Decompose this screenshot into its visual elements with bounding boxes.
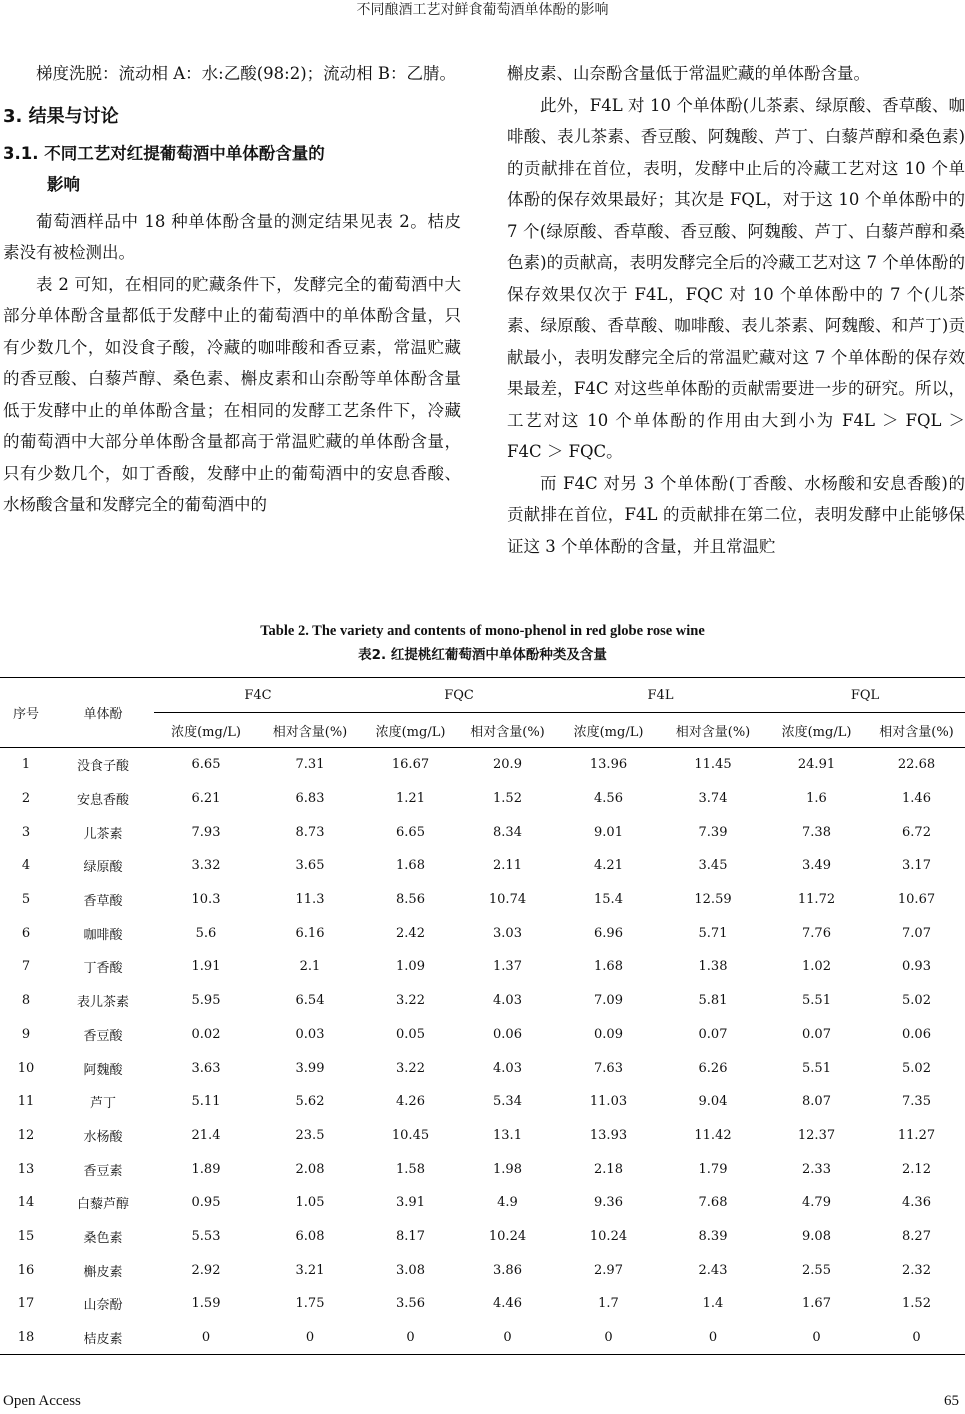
row-index-cell: 7 [21, 959, 31, 975]
row-value-cell: 0 [556, 1321, 661, 1355]
row-value-cell: 3.17 [902, 858, 931, 874]
row-value-cell: 11.72 [797, 892, 836, 908]
row-value-cell: 1.7 [598, 1296, 619, 1312]
row-value-cell: 6.65 [191, 757, 221, 773]
right-paragraph-1: 槲皮素、山奈酚含量低于常温贮藏的单体酚含量。 [507, 64, 870, 83]
row-value-cell: 1.67 [802, 1296, 831, 1312]
row-index-cell: 9 [21, 1026, 31, 1042]
row-value-cell: 5.81 [698, 993, 728, 1009]
table-row [0, 916, 965, 950]
row-value-cell: 0.03 [295, 1026, 325, 1042]
subheader-relative: 相对含量(%) [675, 724, 751, 740]
row-value-cell: 3.32 [191, 858, 221, 874]
table-row [0, 1287, 965, 1321]
header-group-f4c: F4C [154, 678, 362, 713]
subheader-relative: 相对含量(%) [272, 724, 348, 740]
row-value-cell: 7.76 [802, 925, 831, 941]
row-phenol-name-cell: 咖啡酸 [83, 927, 123, 943]
row-value-cell: 11.03 [589, 1094, 628, 1110]
row-value-cell: 8.34 [493, 824, 522, 840]
row-value-cell: 1.58 [396, 1161, 425, 1177]
row-value-cell: 2.1 [299, 959, 321, 975]
row-value-cell: 8.56 [396, 892, 425, 908]
row-value-cell: 1.79 [698, 1161, 728, 1177]
row-value-cell: 5.62 [295, 1094, 325, 1110]
row-value-cell: 1.6 [806, 791, 827, 807]
footer-open-access: Open Access [3, 1393, 81, 1409]
row-value-cell: 1.52 [493, 791, 522, 807]
table-header-row [0, 678, 965, 713]
row-value-cell: 3.99 [295, 1060, 325, 1076]
row-index-cell: 13 [17, 1161, 35, 1177]
row-phenol-name-cell: 白藜芦醇 [76, 1197, 129, 1213]
row-value-cell: 2.43 [698, 1262, 728, 1278]
row-value-cell: 1.68 [594, 959, 623, 975]
right-paragraph-2: 此外，F4L 对 10 个单体酚(儿茶素、绿原酸、香草酸、咖啡酸、表儿茶素、香豆酸、阿魏酸、芦丁、白藜芦醇和桑色素)的贡献排在首位，表明，发酵中止后的冷藏工艺对这 10 个单体酚的保存效果最好；其次是 FQL，对于这 10 个单体酚中的 7 个(绿原酸、香草酸、香豆酸、阿魏酸、芦丁、白藜芦醇和桑色素)的贡献高，表明发酵完全后的冷藏工艺对这 7 个单体酚的保存效果仅次于 F4L，FQC 对 10 个单体酚中的 7 个(儿茶素、绿原酸、香草酸、咖啡酸、表儿茶素、阿魏酸、和芦丁)贡献最小，表明发酵完全后的常温贮藏对这 7 个单体酚的保存效果最差，F4C 对这些单体酚的贡献需要进一步的研究。所以，工艺对这 10 个单体酚的作用由大到小为 F4L ＞ FQL ＞ F4C ＞ FQC。 [507, 95, 965, 461]
row-value-cell: 6.72 [902, 824, 931, 840]
row-value-cell: 6.96 [594, 925, 623, 941]
table-body [0, 748, 965, 1355]
row-value-cell: 3.56 [396, 1296, 425, 1312]
row-value-cell: 3.49 [802, 858, 831, 874]
row-value-cell: 3.21 [295, 1262, 325, 1278]
table-row [0, 984, 965, 1018]
row-value-cell: 1.38 [698, 959, 728, 975]
row-value-cell: 0 [362, 1321, 459, 1355]
row-phenol-name-cell: 桑色素 [83, 1230, 123, 1246]
row-value-cell: 24.91 [797, 757, 836, 773]
row-value-cell: 10.74 [488, 892, 527, 908]
row-value-cell: 5.34 [493, 1094, 522, 1110]
row-value-cell: 0 [154, 1321, 258, 1355]
row-phenol-name-cell: 香豆酸 [83, 1028, 123, 1044]
row-value-cell: 9.36 [594, 1195, 623, 1211]
row-value-cell: 3.91 [396, 1195, 425, 1211]
row-value-cell: 0 [868, 1321, 965, 1355]
right-paragraph-3: 而 F4C 对另 3 个单体酚(丁香酸、水杨酸和安息香酸)的贡献排在首位，F4L 的贡献排在第二位，表明发酵中止能够保证这 3 个单体酚的含量，并且常温贮 [507, 473, 965, 556]
row-index-cell: 2 [21, 791, 31, 807]
left-paragraph-3: 表 2 可知，在相同的贮藏条件下，发酵完全的葡萄酒中大部分单体酚含量都低于发酵中止的葡萄酒中的单体酚含量，只有少数几个，如没食子酸，冷藏的咖啡酸和香豆素，常温贮藏的香豆酸、白藜芦醇、桑色素、槲皮素和山奈酚等单体酚含量低于发酵中止的单体酚含量；在相同的发酵工艺条件下，冷藏的葡萄酒中大部分单体酚含量都高于常温贮藏的单体酚含量，只有少数几个，如丁香酸，发酵中止的葡萄酒中的安息香酸、水杨酸含量和发酵完全的葡萄酒中的 [3, 274, 461, 514]
row-phenol-name-cell: 儿茶素 [83, 826, 123, 842]
row-value-cell: 11.42 [694, 1127, 732, 1143]
row-value-cell: 7.68 [698, 1195, 728, 1211]
table-row [0, 1186, 965, 1220]
row-value-cell: 0.09 [594, 1026, 623, 1042]
table-row [0, 1220, 965, 1254]
row-value-cell: 10.24 [488, 1228, 527, 1244]
row-value-cell: 9.01 [594, 824, 623, 840]
subheader-concentration: 浓度(mg/L) [375, 724, 446, 740]
row-value-cell: 12.37 [797, 1127, 836, 1143]
row-value-cell: 4.03 [493, 1060, 522, 1076]
row-value-cell: 1.52 [902, 1296, 931, 1312]
subheader-concentration: 浓度(mg/L) [573, 724, 644, 740]
table-caption-english: Table 2. The variety and contents of mono-phenol in red globe rose wine [260, 623, 705, 639]
row-value-cell: 6.16 [295, 925, 325, 941]
table-row [0, 815, 965, 849]
row-value-cell: 8.17 [396, 1228, 425, 1244]
row-value-cell: 5.53 [191, 1228, 221, 1244]
row-value-cell: 4.9 [497, 1195, 518, 1211]
row-value-cell: 4.36 [902, 1195, 931, 1211]
row-value-cell: 8.27 [902, 1228, 931, 1244]
row-value-cell: 6.54 [295, 993, 325, 1009]
row-value-cell: 13.1 [493, 1127, 522, 1143]
subheader-concentration: 浓度(mg/L) [171, 724, 241, 740]
row-value-cell: 10.3 [191, 892, 221, 908]
row-phenol-name-cell: 阿魏酸 [83, 1062, 123, 1078]
header-index: 序号 [12, 707, 39, 722]
row-value-cell: 4.26 [396, 1094, 425, 1110]
row-value-cell: 11.3 [295, 892, 325, 908]
row-value-cell: 1.02 [802, 959, 831, 975]
row-value-cell: 8.39 [698, 1228, 728, 1244]
subheader-relative: 相对含量(%) [879, 724, 954, 740]
row-value-cell: 0.07 [802, 1026, 831, 1042]
table-row [0, 849, 965, 883]
row-value-cell: 2.18 [594, 1161, 623, 1177]
row-value-cell: 2.97 [594, 1262, 623, 1278]
right-column [507, 58, 965, 562]
row-value-cell: 13.96 [589, 757, 628, 773]
row-value-cell: 1.46 [902, 791, 931, 807]
row-index-cell: 4 [21, 858, 31, 874]
row-value-cell: 5.95 [191, 993, 221, 1009]
row-value-cell: 3.22 [396, 993, 425, 1009]
row-index-cell: 3 [21, 824, 31, 840]
row-value-cell: 11.27 [897, 1127, 936, 1143]
row-phenol-name-cell: 槲皮素 [83, 1264, 123, 1280]
table-caption-chinese: 表2. 红提桃红葡萄酒中单体酚种类及含量 [358, 647, 607, 663]
row-value-cell: 2.32 [902, 1262, 931, 1278]
row-value-cell: 0.06 [493, 1026, 522, 1042]
row-value-cell: 5.02 [902, 1060, 931, 1076]
table-row [0, 883, 965, 917]
row-value-cell: 7.93 [191, 824, 221, 840]
row-value-cell: 1.4 [702, 1296, 724, 1312]
row-value-cell: 2.42 [396, 925, 425, 941]
table-row [0, 748, 965, 782]
table-row [0, 1018, 965, 1052]
table-row [0, 1085, 965, 1119]
row-value-cell: 0 [258, 1321, 362, 1355]
subsection-heading-line-1: 3.1. 不同工艺对红提葡萄酒中单体酚含量的 [3, 143, 325, 163]
row-index-cell: 5 [21, 892, 31, 908]
row-value-cell: 1.75 [295, 1296, 325, 1312]
row-value-cell: 4.79 [802, 1195, 831, 1211]
row-phenol-name-cell: 香草酸 [83, 894, 123, 910]
row-value-cell: 10.24 [589, 1228, 628, 1244]
row-index-cell: 17 [17, 1296, 35, 1312]
table-row [0, 782, 965, 816]
row-value-cell: 4.03 [493, 993, 522, 1009]
row-phenol-name-cell: 表儿茶素 [76, 995, 129, 1011]
row-value-cell: 21.4 [191, 1127, 221, 1143]
row-value-cell: 1.21 [396, 791, 425, 807]
row-value-cell: 3.86 [493, 1262, 522, 1278]
row-value-cell: 0.06 [902, 1026, 931, 1042]
row-value-cell: 4.56 [594, 791, 623, 807]
row-value-cell: 1.09 [396, 959, 425, 975]
row-value-cell: 5.51 [802, 993, 831, 1009]
row-value-cell: 0 [459, 1321, 556, 1355]
row-value-cell: 6.83 [295, 791, 325, 807]
subheader-concentration: 浓度(mg/L) [781, 724, 852, 740]
row-value-cell: 10.67 [897, 892, 936, 908]
row-value-cell: 0.02 [191, 1026, 221, 1042]
row-value-cell: 1.68 [396, 858, 425, 874]
row-phenol-name-cell: 丁香酸 [83, 961, 123, 977]
row-value-cell: 11.45 [694, 757, 732, 773]
header-group-fqc: FQC [362, 678, 556, 713]
row-phenol-name-cell: 芦丁 [89, 1096, 116, 1112]
page-number: 65 [944, 1393, 959, 1409]
phenol-content-table [0, 677, 965, 1355]
header-group-fql: FQL [765, 678, 965, 713]
row-value-cell: 13.93 [589, 1127, 628, 1143]
row-index-cell: 10 [17, 1060, 35, 1076]
row-value-cell: 2.92 [191, 1262, 221, 1278]
row-value-cell: 1.91 [191, 959, 221, 975]
row-value-cell: 3.22 [396, 1060, 425, 1076]
row-value-cell: 3.63 [191, 1060, 221, 1076]
left-column [3, 58, 461, 521]
row-index-cell: 18 [0, 1321, 52, 1355]
row-value-cell: 0.07 [698, 1026, 728, 1042]
row-value-cell: 5.71 [698, 925, 728, 941]
row-value-cell: 7.38 [802, 824, 831, 840]
row-value-cell: 2.33 [802, 1161, 831, 1177]
row-value-cell: 5.51 [802, 1060, 831, 1076]
row-value-cell: 8.73 [295, 824, 325, 840]
row-value-cell: 22.68 [897, 757, 936, 773]
row-value-cell: 9.04 [698, 1094, 728, 1110]
table-row [0, 1152, 965, 1186]
row-value-cell: 5.02 [902, 993, 931, 1009]
row-value-cell: 8.07 [802, 1094, 831, 1110]
row-value-cell: 10.45 [391, 1127, 430, 1143]
row-value-cell: 2.55 [802, 1262, 831, 1278]
row-value-cell: 1.37 [493, 959, 522, 975]
row-value-cell: 3.03 [493, 925, 522, 941]
row-value-cell: 0.95 [191, 1195, 221, 1211]
row-value-cell: 6.26 [698, 1060, 728, 1076]
subsection-heading-line-2: 影响 [47, 174, 80, 194]
row-phenol-name-cell: 绿原酸 [83, 860, 123, 876]
row-index-cell: 12 [17, 1127, 35, 1143]
row-value-cell: 2.11 [493, 858, 522, 874]
row-value-cell: 3.74 [698, 791, 728, 807]
row-value-cell: 9.08 [802, 1228, 831, 1244]
row-phenol-name-cell: 没食子酸 [76, 759, 129, 775]
row-value-cell: 6.08 [295, 1228, 325, 1244]
row-value-cell: 7.31 [295, 757, 325, 773]
row-value-cell: 7.35 [902, 1094, 931, 1110]
row-value-cell: 5.6 [195, 925, 217, 941]
row-index-cell: 6 [21, 925, 31, 941]
section-heading: 3. 结果与讨论 [3, 105, 119, 127]
subsection-heading [3, 138, 461, 200]
row-index-cell: 14 [17, 1195, 35, 1211]
row-value-cell: 1.98 [493, 1161, 522, 1177]
row-value-cell: 0.05 [396, 1026, 425, 1042]
row-index-cell: 1 [21, 757, 31, 773]
row-value-cell: 0 [765, 1321, 868, 1355]
row-index-cell: 8 [21, 993, 31, 1009]
row-index-cell: 11 [17, 1094, 35, 1110]
row-value-cell: 20.9 [493, 757, 522, 773]
row-phenol-name-cell: 桔皮素 [52, 1321, 154, 1355]
running-head: 不同酿酒工艺对鲜食葡萄酒单体酚的影响 [356, 2, 609, 18]
header-group-f4l: F4L [556, 678, 765, 713]
row-value-cell: 5.11 [191, 1094, 221, 1110]
table-row [0, 1119, 965, 1153]
row-value-cell: 2.12 [902, 1161, 931, 1177]
table-row [0, 950, 965, 984]
row-value-cell: 6.21 [191, 791, 221, 807]
row-phenol-name-cell: 香豆素 [83, 1163, 123, 1179]
row-value-cell: 1.59 [191, 1296, 221, 1312]
subheader-relative: 相对含量(%) [470, 724, 545, 740]
table-row [0, 1253, 965, 1287]
row-value-cell: 4.46 [493, 1296, 522, 1312]
row-value-cell: 2.08 [295, 1161, 325, 1177]
row-value-cell: 7.07 [902, 925, 931, 941]
row-value-cell: 0.93 [902, 959, 931, 975]
row-index-cell: 15 [17, 1228, 35, 1244]
row-value-cell: 7.39 [698, 824, 728, 840]
row-phenol-name-cell: 山奈酚 [83, 1298, 123, 1314]
row-value-cell: 7.09 [594, 993, 623, 1009]
table-row [0, 1321, 965, 1355]
row-value-cell: 7.63 [594, 1060, 623, 1076]
table-row [0, 1051, 965, 1085]
row-value-cell: 0 [661, 1321, 765, 1355]
row-index-cell: 16 [17, 1262, 35, 1278]
left-paragraph-2: 葡萄酒样品中 18 种单体酚含量的测定结果见表 2。桔皮素没有被检测出。 [3, 211, 461, 262]
row-value-cell: 15.4 [594, 892, 623, 908]
row-value-cell: 4.21 [594, 858, 623, 874]
header-phenol: 单体酚 [83, 707, 123, 722]
row-value-cell: 6.65 [396, 824, 425, 840]
row-value-cell: 1.05 [295, 1195, 325, 1211]
left-paragraph-1: 梯度洗脱：流动相 A：水:乙酸(98:2)；流动相 B：乙腈。 [36, 64, 457, 83]
row-value-cell: 23.5 [295, 1127, 325, 1143]
row-value-cell: 16.67 [391, 757, 430, 773]
row-value-cell: 1.89 [191, 1161, 221, 1177]
row-value-cell: 12.59 [694, 892, 732, 908]
row-phenol-name-cell: 水杨酸 [83, 1129, 123, 1145]
row-phenol-name-cell: 安息香酸 [76, 793, 129, 809]
row-value-cell: 3.65 [295, 858, 325, 874]
row-value-cell: 3.45 [698, 858, 728, 874]
row-value-cell: 3.08 [396, 1262, 425, 1278]
